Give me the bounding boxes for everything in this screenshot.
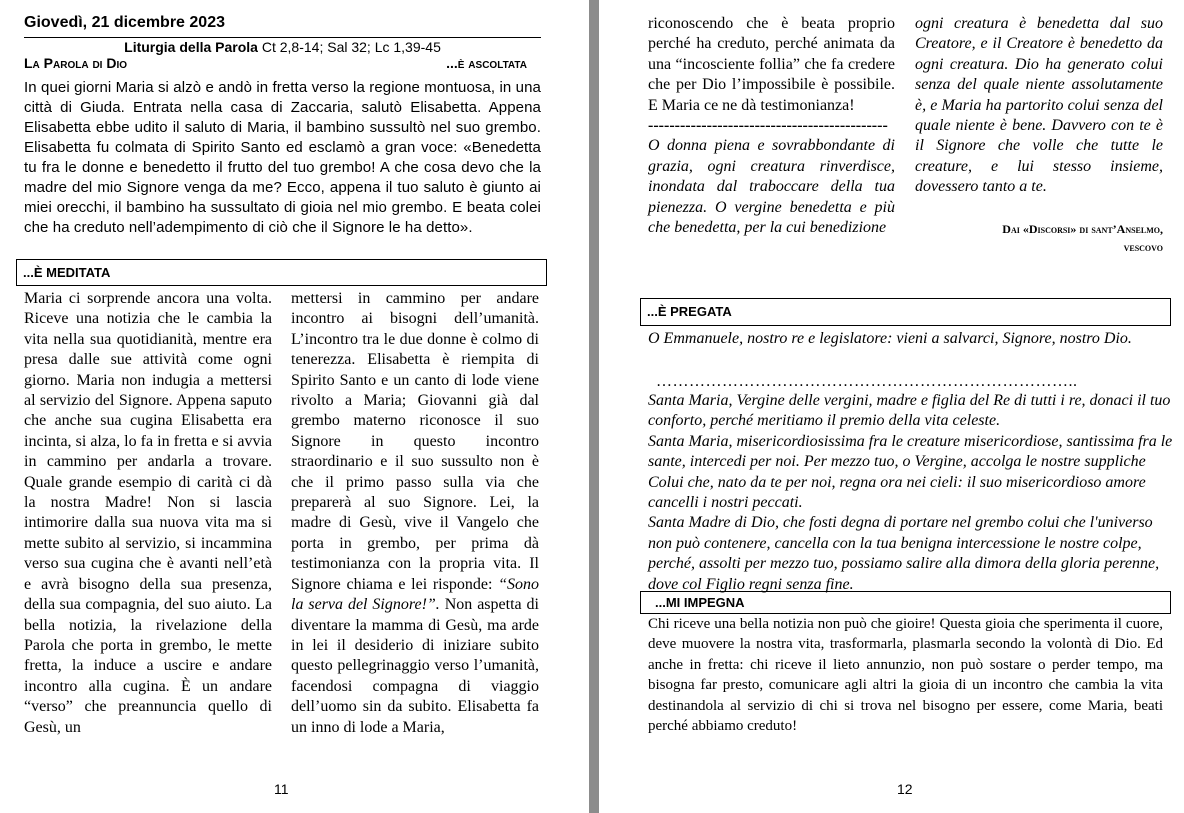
pregata-heading: ...È PREGATA <box>640 298 1171 326</box>
prayer-paragraph-2: Santa Maria, misericordiosissima fra le creature misericordiose, santissima fra le sante, intercedi per noi. Per mezzo tuo, o Vergine, accolga le nostre suppliche Colui che, nato da te per noi, regna ora nei cieli: il suo misericordioso amore cancelli i nostri peccati. <box>648 432 1173 512</box>
section-title <box>24 55 541 71</box>
meditata-continuation: riconoscendo che è beata proprio perché ha creduto, perché animata da una “incosciente follia” che fa credere che per Dio l’impossibile è possibile. E Maria ce ne dà testimonianza! <box>648 15 895 114</box>
dotted-separator: ………………………………………………………………….. <box>656 373 1078 390</box>
listened-title: ...è ascoltata <box>446 55 527 71</box>
meditata-col2-part-b: Non aspetta di diventare la mamma di Gesù, ma arde in lei il desiderio di iniziare subito questo pellegrinaggio verso l’umanità, facendosi compagna di viaggio dell’uomo sin da subito. Elisabetta fa un inno di lode a Maria, <box>291 596 539 736</box>
separator-line: --------------------------------------------- <box>648 117 888 135</box>
attribution-line-2: vescovo <box>1123 240 1163 254</box>
liturgy-refs: Ct 2,8-14; Sal 32; Lc 1,39-45 <box>261 39 441 55</box>
meditata-quote: “Sono la serva del Signore!”. <box>291 575 540 614</box>
meditata-heading: ...È MEDITATA <box>16 259 547 286</box>
marian-prayers <box>648 391 1173 595</box>
page-number-right: 12 <box>897 781 913 797</box>
prayer-paragraph-3: Santa Madre di Dio, che fosti degna di portare nel grembo colui che l'universo non può contenere, cancella con la tua benigna intercessione le nostre colpe, perché, assolti per mezzo tuo, possiamo salire alla dimora della gloria perenne, dove col Figlio regni senza fine. <box>648 514 1160 593</box>
word-of-god-title: La Parola di Dio <box>24 55 127 71</box>
prayer-paragraph-1: Santa Maria, Vergine delle vergini, madre e figlia del Re di tutti i re, donaci il tuo conforto, perché meritiamo il premio della vita celeste. <box>648 392 1171 430</box>
attribution <box>915 220 1163 256</box>
anselm-text-part-1: O donna piena e sovrabbondante di grazia, ogni creatura rinverdisce, inondata dal traboccare della tua pienezza. O vergine benedetta e più che benedetta, per la cui benedizione <box>648 137 895 237</box>
anselm-text-part-2: ogni creatura è benedetta dal suo Creatore, e il Creatore è benedetto da ogni creatura. Dio ha generato colui senza del quale niente assolutamente è, e Maria ha partorito colui senza del quale niente è bene. Davvero con te è il Signore che volle che tutte le creature, e lui stesso insieme, dovessero tanto a te. <box>915 15 1163 196</box>
right-column-1 <box>648 14 895 238</box>
date-heading: Giovedì, 21 dicembre 2023 <box>24 14 225 31</box>
impegna-text: Chi riceve una bella notizia non può che gioire! Questa gioia che sperimenta il cuore, deve muovere la nostra vita, trasformarla, plasmarla secondo la volontà di Dio. Ed anche in fretta: chi riceve il lieto annunzio, non può sostare o perder tempo, ma bisogna far presto, comunicare agli altri la gioia di un incontro che cambia la vita destinandola al servizio di chi si trova nel bisogno per essere, come Maria, beati perché abbiamo creduto! <box>648 616 1163 735</box>
meditata-column-1: Maria ci sorprende ancora una volta. Riceve una notizia che le cambia la vita nella sua quotidianità, mentre era presa dalle sue attività come ogni giorno. Maria non indugia a mettersi al servizio del Signore. Appena saputo che anche sua cugina Elisabetta era incinta, si alza, lo fa in fretta e si avvia in cammino per andarla a trovare. Quale grande esempio di carità ci dà la nostra Madre! Non si lascia intimorire dalla sua nuova vita ma si mette subito al servizio, si incammina verso sua cugina che è avanti nell’età e avrà bisogno della sua presenza, della sua compagnia, del suo aiuto. La bella notizia, la rivelazione della Parola che porta in grembo, le mette fretta, la induce a uscire e andare incontro alla cugina. È un andare “verso” che preannuncia quello di Gesù, un <box>24 290 272 736</box>
page-gutter <box>589 0 599 813</box>
meditata-column-2 <box>291 289 539 738</box>
meditata-col2-part-a: mettersi in cammino per andare incontro ai bisogni dell’umanità. L’incontro tra le due donne è colmo di tenerezza. Elisabetta è riempita di Spirito Santo e un canto di lode viene rivolto a Maria; Giovanni già dal grembo materno riconosce il suo Signore in questo incontro straordinario e il suo sussulto non è che il primo passo sulla via che preparerà al suo Signore. Lei, la madre di Gesù, vive il Vangelo che porta in grembo, per prima dà testimonianza con la propria vita. Il Signore chiama e lei risponde: <box>291 290 539 593</box>
right-page <box>599 0 1184 813</box>
left-page <box>0 0 589 813</box>
liturgy-line <box>24 37 541 55</box>
emmanuel-antiphon: O Emmanuele, nostro re e legislatore: vieni a salvarci, Signore, nostro Dio. <box>648 330 1132 347</box>
liturgy-label: Liturgia della Parola <box>124 39 258 55</box>
page-number-left: 11 <box>274 781 289 797</box>
impegna-heading: ...MI IMPEGNA <box>640 591 1171 614</box>
attribution-line-1: Dai «Discorsi» di sant’Anselmo, <box>1002 222 1163 236</box>
gospel-reading: In quei giorni Maria si alzò e andò in fretta verso la regione montuosa, in una città di Giuda. Entrata nella casa di Zaccaria, salutò Elisabetta. Appena Elisabetta ebbe udito il saluto di Maria, il bambino sussultò nel suo grembo. Elisabetta fu colmata di Spirito Santo ed esclamò a gran voce: «Benedetta tu fra le donne e benedetto il frutto del tuo grembo! A che cosa devo che la madre del mio Signore venga da me? Ecco, appena il tuo saluto è giunto ai miei orecchi, il bambino ha sussultato di gioia nel mio grembo. E beata colei che ha creduto nell’adempimento di ciò che il Signore le ha detto». <box>24 79 541 236</box>
